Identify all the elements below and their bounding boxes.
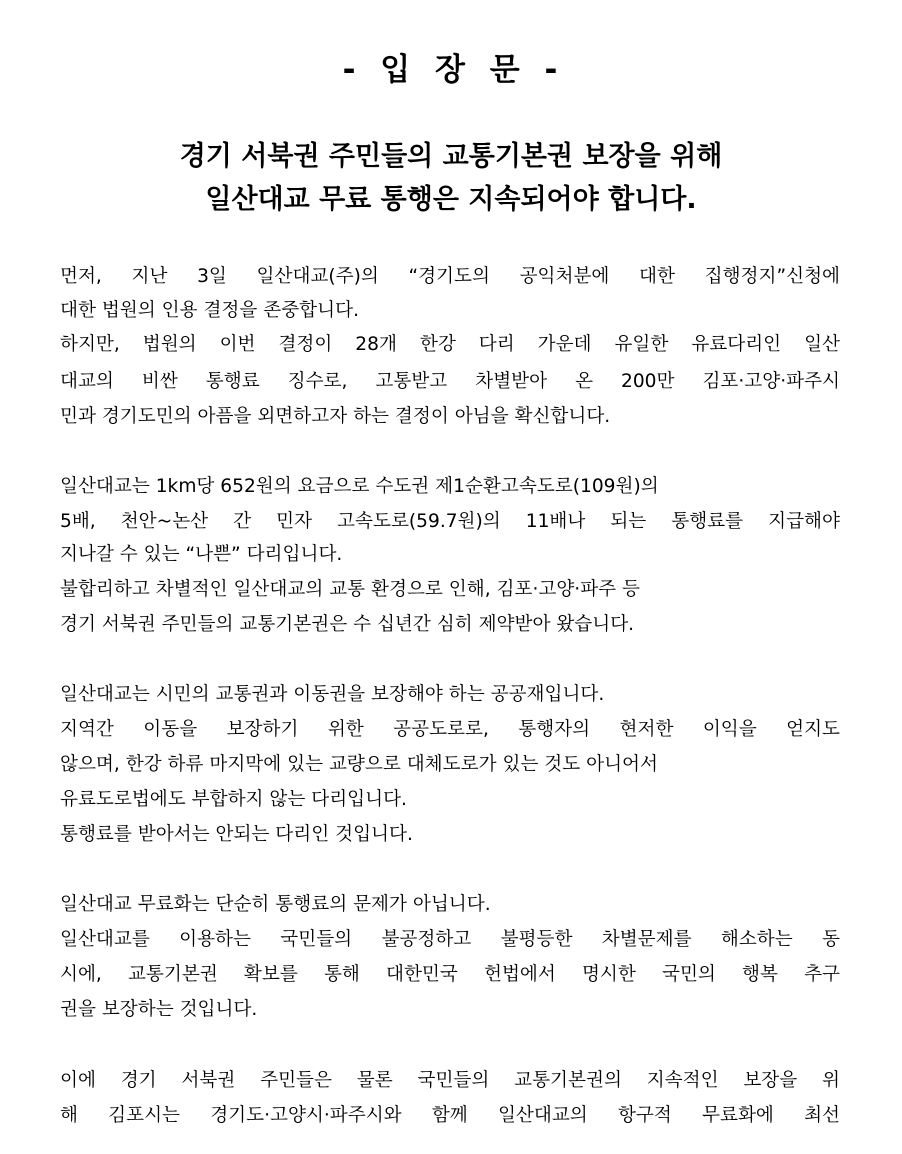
document-title-line-1: 경기 서북권 주민들의 교통기본권 보장을 위해 [179,141,723,172]
body-line: 통행료를 받아서는 안되는 다리인 것입니다. [60,824,413,845]
body-line: 권을 보장하는 것입니다. [60,999,258,1020]
body-line: 일산대교는 1km당 652원의 요금으로 수도권 제1순환고속도로(109원)의 [60,476,659,497]
body-line: 일산대교 무료화는 단순히 통행료의 문제가 아닙니다. [60,894,491,915]
body-line: 일산대교를 이용하는 국민들의 불공정하고 불평등한 차별문제를 해소하는 동 [60,929,840,950]
document-heading: - 입 장 문 - [342,52,560,88]
body-line: 대교의 비싼 통행료 징수로, 고통받고 차별받아 온 200만 김포·고양·파주시 [60,371,840,392]
body-line: 먼저, 지난 3일 일산대교(주)의 “경기도의 공익처분에 대한 집행정지”신청에 [60,266,840,287]
body-line: 경기 서북권 주민들의 교통기본권은 수 십년간 심히 제약받아 왔습니다. [60,614,635,635]
body-line: 5배, 천안~논산 간 민자 고속도로(59.7원)의 11배나 되는 통행료를 지급해야 [60,511,840,532]
body-line: 일산대교는 시민의 교통권과 이동권을 보장해야 하는 공공재입니다. [60,684,605,705]
document-title-line-2: 일산대교 무료 통행은 지속되어야 합니다. [205,184,697,215]
body-line: 지역간 이동을 보장하기 위한 공공도로로, 통행자의 현저한 이익을 얻지도 [60,719,840,740]
body-line: 대한 법원의 인용 결정을 존중합니다. [60,300,359,321]
body-line: 불합리하고 차별적인 일산대교의 교통 환경으로 인해, 김포·고양·파주 등 [60,579,640,600]
body-line: 이에 경기 서북권 주민들은 물론 국민들의 교통기본권의 지속적인 보장을 위 [60,1070,840,1091]
body-line: 유료도로법에도 부합하지 않는 다리입니다. [60,789,407,810]
body-line: 시에, 교통기본권 확보를 통해 대한민국 헌법에서 명시한 국민의 행복 추구 [60,964,840,985]
body-line: 해 김포시는 경기도·고양시·파주시와 함께 일산대교의 항구적 무료화에 최선 [60,1105,840,1126]
body-line: 민과 경기도민의 아픔을 외면하고자 하는 결정이 아님을 확신합니다. [60,406,611,427]
body-line: 지나갈 수 있는 “나쁜” 다리입니다. [60,544,343,565]
body-line: 않으며, 한강 하류 마지막에 있는 교량으로 대체도로가 있는 것도 아니어서 [60,754,658,775]
body-line: 하지만, 법원의 이번 결정이 28개 한강 다리 가운데 유일한 유료다리인 일산 [60,334,840,355]
